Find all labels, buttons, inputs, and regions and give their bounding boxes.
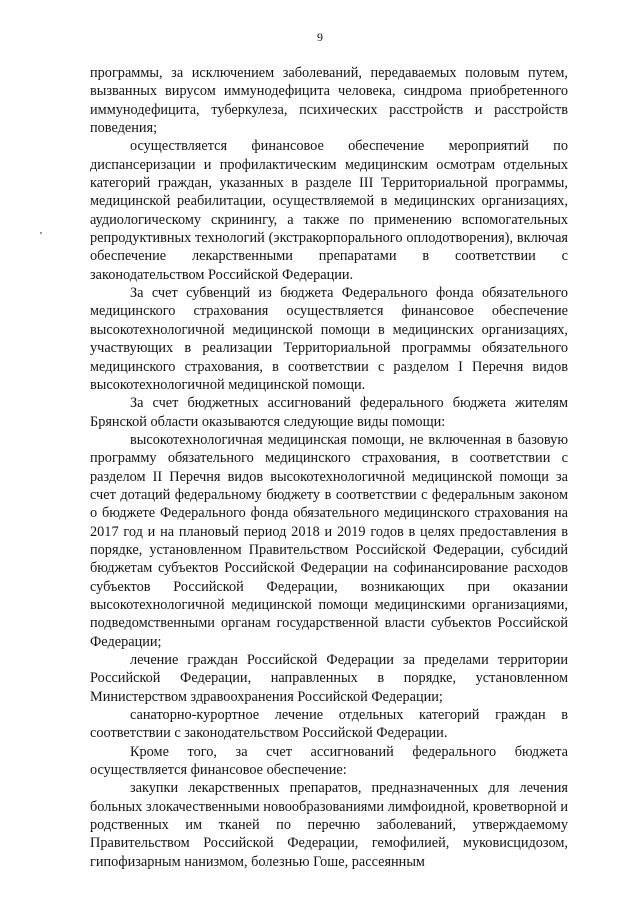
paragraph: осуществляется финансовое обеспечение мероприятий по диспансеризации и профилактическим медицинским осмотрам отдельных категорий граждан, указанных в разделе III Территориальной программы, медицинской реабилитации, осуществляемой в медицинских организациях, аудиологическому скринингу, а также по применению вспомогательных репродуктивных технологий (экстракорпорального оплодотворения), включая обеспечение лекарственными препаратами в соответствии с законодательством Российской Федерации. <box>90 138 568 283</box>
paragraph: лечение граждан Российской Федерации за пределами территории Российской Федерации, направленных в порядке, установленном Министерством здравоохранения Российской Федерации; <box>90 652 568 705</box>
paragraph: Кроме того, за счет ассигнований федерального бюджета осуществляется финансовое обеспечение: <box>90 743 568 779</box>
page-number: 9 <box>317 30 323 44</box>
paragraph: закупки лекарственных препаратов, предназначенных для лечения больных злокачественными новообразованиями лимфоидной, кроветворной и родственных им тканей по перечню заболеваний, утверждаемому Правительством Российской Федерации, гемофилией, муковисцидозом, гипофизарным нанизмом, болезнью Гоше, рассеянным <box>90 780 568 870</box>
paragraph: За счет бюджетных ассигнований федерального бюджета жителям Брянской области оказываются следующие виды помощи: <box>90 395 568 430</box>
paragraph: программы, за исключением заболеваний, передаваемых половым путем, вызванных вирусом иммунодефицита человека, синдрома приобретенного иммунодефицита, туберкулеза, психических расстройств и расстройств поведения; <box>90 65 568 137</box>
paragraph: санаторно-курортное лечение отдельных категорий граждан в соответствии с законодательством Российской Федерации. <box>90 707 568 742</box>
document-body <box>90 64 568 871</box>
margin-mark <box>40 232 42 234</box>
paragraph: За счет субвенций из бюджета Федерального фонда обязательного медицинского страхования осуществляется финансовое обеспечение высокотехнологичной медицинской помощи в медицинских организациях, участвующих в реализации Территориальной программы обязательного медицинского страхования, в соответствии с разделом I Перечня видов высокотехнологичной медицинской помощи. <box>90 285 568 393</box>
paragraph: высокотехнологичная медицинская помощи, не включенная в базовую программу обязательного медицинского страхования, в соответствии с разделом II Перечня видов высокотехнологичной медицинской помощи за счет дотаций федеральному бюджету в соответствии с федеральным законом о бюджете Федерального фонда обязательного медицинского страхования на 2017 год и на плановый период 2018 и 2019 годов в целях предоставления в порядке, установленном Правительством Российской Федерации, субсидий бюджетам субъектов Российской Федерации на софинансирование расходов субъектов Российской Федерации, возникающих при оказании высокотехнологичной медицинской помощи медицинскими организациями, подведомственными органам государственной власти субъектов Российской Федерации; <box>90 431 568 650</box>
